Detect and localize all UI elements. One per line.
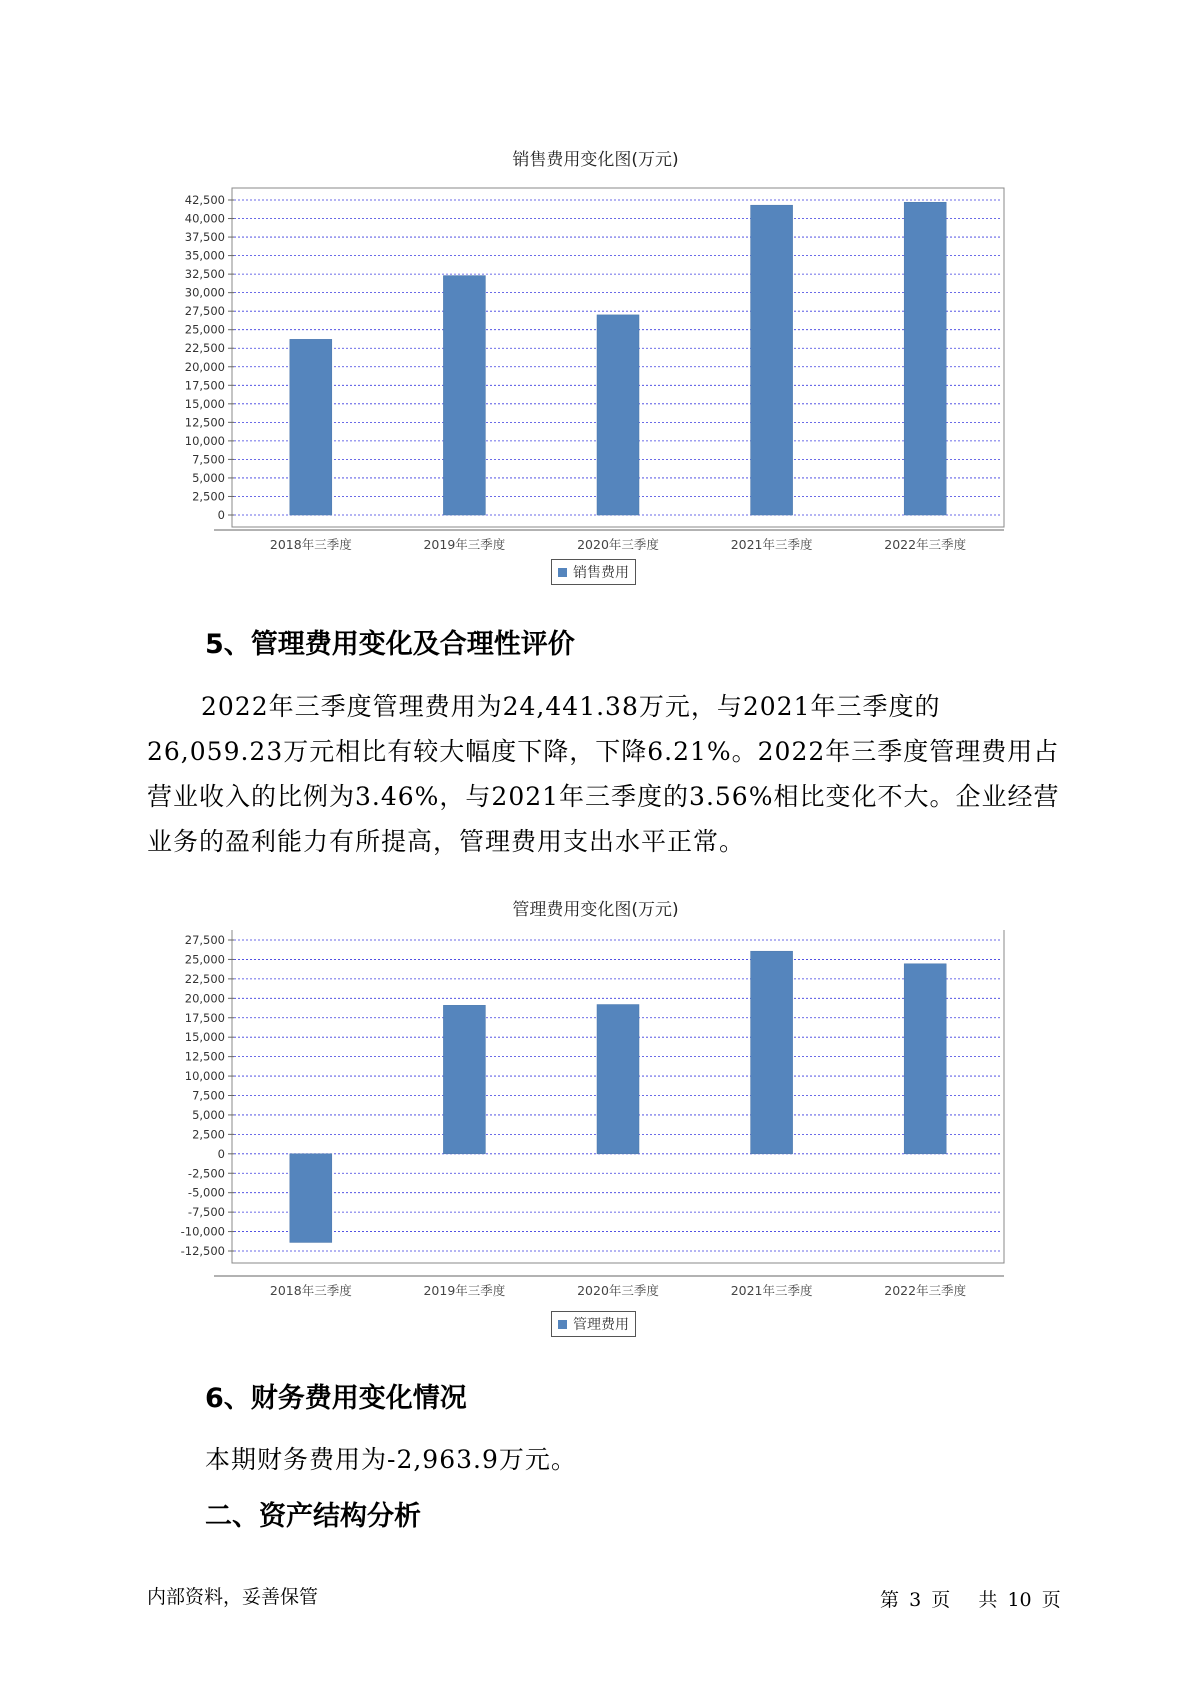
bar-3 (597, 315, 639, 515)
y-tick-label: 27,500 (184, 304, 225, 319)
chart1-title: 销售费用变化图(万元) (512, 150, 679, 170)
y-tick-label: 5,000 (192, 470, 225, 485)
total-prefix: 共 (978, 1589, 998, 1611)
y-tick-label: -5,000 (187, 1185, 225, 1200)
section6-heading: 6、财务费用变化情况 (205, 1383, 467, 1414)
y-tick-label: 12,500 (184, 1049, 225, 1064)
y-tick-label: 7,500 (192, 1088, 225, 1103)
y-tick-label: 15,000 (184, 1030, 225, 1045)
y-tick-label: 42,500 (184, 193, 225, 207)
x-tick-label: 2022年三季度 (884, 537, 967, 550)
footer-page-info (880, 1585, 1065, 1612)
y-tick-label: 2,500 (192, 489, 225, 504)
y-tick-label: 15,000 (184, 396, 225, 411)
y-tick-label: 25,000 (184, 322, 225, 337)
bar-5 (904, 202, 946, 515)
x-tick-label: 2022年三季度 (884, 1283, 967, 1298)
y-tick-label: -12,500 (180, 1244, 225, 1258)
y-tick-label: 25,000 (184, 952, 225, 967)
y-tick-label: 20,000 (184, 991, 225, 1006)
bar-4 (751, 951, 793, 1154)
y-tick-label: 40,000 (184, 211, 225, 226)
chart2-legend (551, 1311, 636, 1337)
bar-2 (443, 1005, 485, 1154)
total-pages: 10 (1007, 1589, 1032, 1611)
page-number: 3 (909, 1589, 922, 1611)
y-tick-label: 17,500 (184, 378, 225, 393)
legend-swatch-icon (558, 1320, 567, 1329)
y-tick-label: -2,500 (187, 1166, 225, 1181)
bar-4 (751, 205, 793, 515)
section5-paragraph: 2022年三季度管理费用为24,441.38万元，与2021年三季度的26,059.23万元相比有较大幅度下降，下降6.21%。2022年三季度管理费用占营业收入的比例为3.46%，与2021年三季度的3.56%相比变化不大。企业经营业务的盈利能力有所提高，管理费用支出水平正常。 (147, 692, 1060, 856)
y-tick-label: 37,500 (184, 230, 225, 245)
y-tick-label: 0 (217, 508, 225, 522)
footer-confidential-note: 内部资料，妥善保管 (147, 1586, 319, 1608)
section-two-heading: 二、资产结构分析 (205, 1501, 421, 1532)
y-tick-label: 22,500 (184, 341, 225, 356)
chart1-legend (551, 559, 636, 585)
x-tick-label: 2018年三季度 (269, 1283, 352, 1298)
x-tick-label: 2021年三季度 (730, 1283, 813, 1298)
legend-swatch-icon (558, 568, 567, 577)
x-tick-label: 2018年三季度 (269, 537, 352, 550)
admin-expense-chart (0, 930, 1191, 1300)
x-tick-label: 2020年三季度 (577, 537, 659, 550)
y-tick-label: 30,000 (184, 285, 225, 300)
chart1-legend-label: 销售费用 (573, 565, 629, 581)
sales-expense-chart (0, 180, 1191, 550)
bar-5 (904, 964, 946, 1154)
chart2-title: 管理费用变化图(万元) (512, 900, 679, 920)
x-tick-label: 2020年三季度 (577, 1283, 659, 1298)
page-unit: 页 (931, 1589, 951, 1611)
total-unit: 页 (1041, 1589, 1061, 1611)
y-tick-label: 22,500 (184, 971, 225, 986)
x-tick-label: 2019年三季度 (423, 1283, 506, 1298)
y-tick-label: 10,000 (184, 433, 225, 448)
y-tick-label: 32,500 (184, 267, 225, 282)
y-tick-label: 5,000 (192, 1107, 225, 1122)
y-tick-label: 0 (217, 1146, 225, 1161)
y-tick-label: 17,500 (184, 1010, 225, 1025)
y-tick-label: 20,000 (184, 359, 225, 374)
y-tick-label: 35,000 (184, 248, 225, 263)
page-prefix: 第 (880, 1589, 900, 1611)
x-tick-label: 2021年三季度 (730, 537, 813, 550)
y-tick-label: 27,500 (184, 933, 225, 947)
y-tick-label: 7,500 (192, 452, 225, 467)
bar-3 (597, 1005, 639, 1154)
y-tick-label: 10,000 (184, 1069, 225, 1084)
y-tick-label: -10,000 (180, 1224, 225, 1239)
bar-1 (290, 1154, 332, 1243)
chart2-legend-label: 管理费用 (573, 1317, 629, 1333)
section5-heading: 5、管理费用变化及合理性评价 (205, 629, 575, 660)
y-tick-label: 2,500 (192, 1127, 225, 1142)
section6-text: 本期财务费用为-2,963.9万元。 (205, 1445, 577, 1474)
y-tick-label: -7,500 (187, 1205, 225, 1220)
bar-1 (290, 339, 332, 515)
y-tick-label: 12,500 (184, 415, 225, 430)
x-tick-label: 2019年三季度 (423, 537, 506, 550)
bar-2 (443, 276, 485, 515)
